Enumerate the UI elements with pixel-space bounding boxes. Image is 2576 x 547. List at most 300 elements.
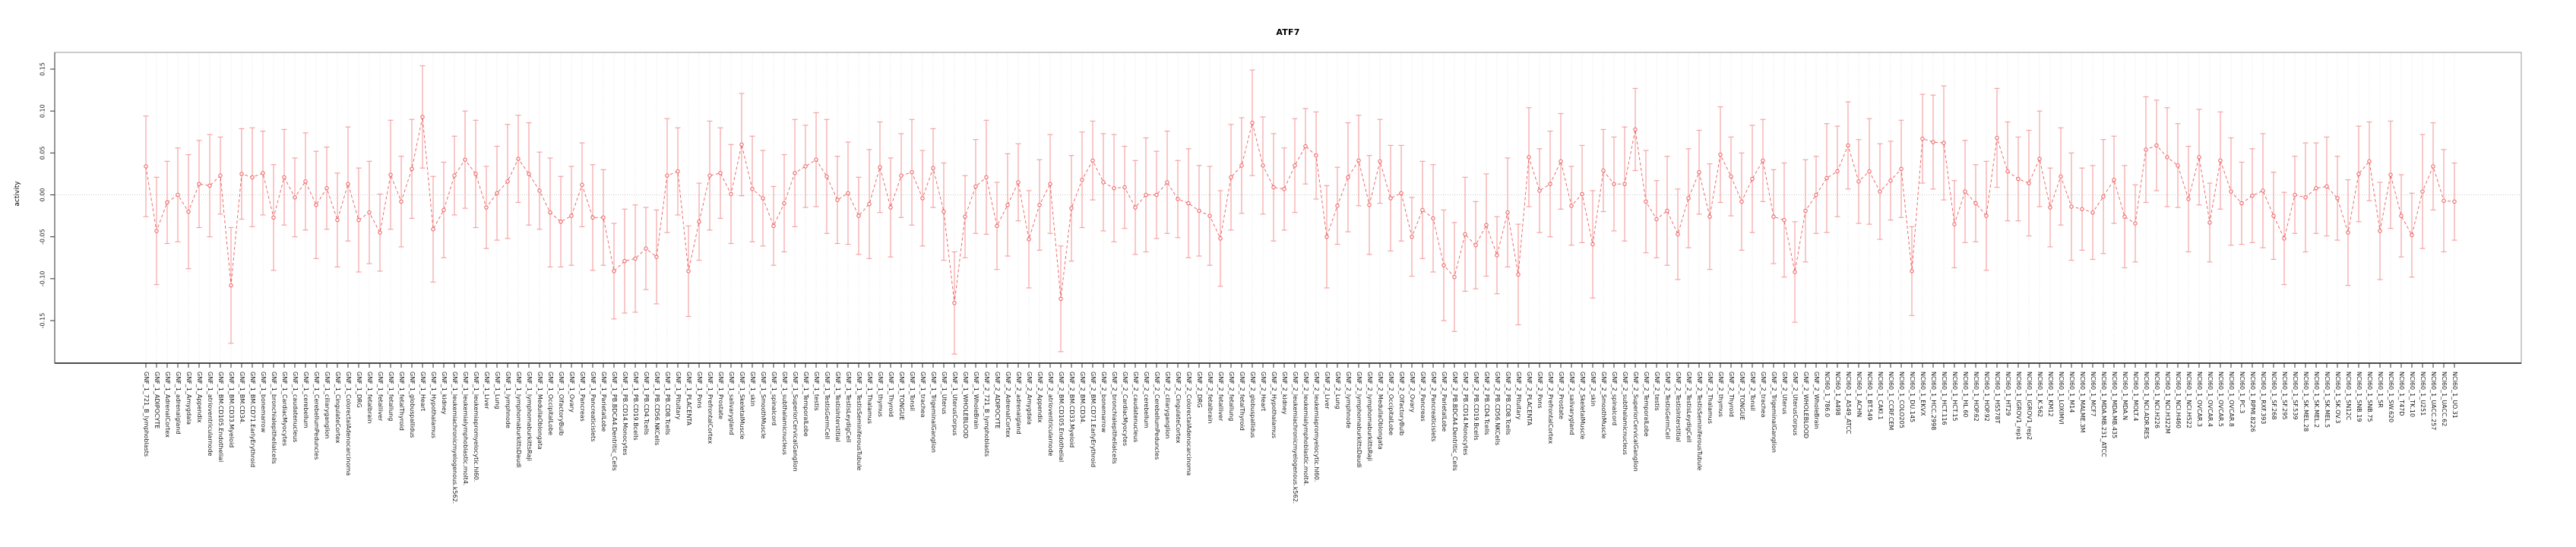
x-tick-label: GNF_2_TestisLeydigCell	[1685, 372, 1692, 443]
data-point	[1293, 164, 1296, 167]
x-tick-label: GNF_1_PB.CD14.Monocytes	[622, 372, 628, 456]
data-point	[1729, 175, 1733, 178]
data-point	[591, 216, 594, 219]
data-point	[421, 115, 424, 119]
data-point	[644, 247, 647, 250]
x-tick-label: GNF_2_cerebellum	[1143, 372, 1150, 428]
data-point	[400, 200, 403, 203]
data-point	[155, 229, 158, 232]
data-point	[932, 166, 935, 169]
data-point	[2368, 160, 2371, 163]
x-tick-label: GNF_2_globuspallidus	[1249, 372, 1256, 438]
x-tick-label: GNF_2_TONGUE	[1739, 372, 1745, 421]
x-tick-label: GNF_1_bonemarrow	[260, 372, 267, 433]
x-tick-label: NCI60_1_ACHN	[1856, 372, 1862, 418]
x-tick-label: GNF_1_caudatenucleus	[292, 372, 299, 443]
x-tick-label: NCI60_1_NCI.ADR.RES	[2143, 372, 2150, 439]
x-tick-label: GNF_2_TemporalLobe	[1643, 372, 1650, 437]
x-tick-label: GNF_2_TestisInterstitial	[1675, 372, 1682, 442]
data-point	[1538, 189, 1541, 192]
x-tick-label: GNF_1_kidney	[441, 372, 448, 415]
x-tick-label: NCI60_1_MDA.MB.435	[2111, 372, 2118, 439]
data-point	[2432, 165, 2435, 168]
data-point	[304, 180, 307, 183]
data-point	[655, 255, 658, 258]
x-tick-label: NCI60_1_HS578T	[1994, 372, 2001, 424]
data-point	[2325, 185, 2328, 188]
x-tick-label: NCI60_1_SNB.19	[2356, 372, 2362, 422]
data-point	[2208, 221, 2211, 224]
data-point	[2336, 197, 2339, 200]
data-point	[432, 228, 435, 231]
x-tick-label: NCI60_1_OVCAR.4	[2207, 372, 2214, 427]
x-tick-label: GNF_2_BM.CD33.Myeloid	[1068, 372, 1075, 448]
data-point	[517, 157, 520, 160]
x-tick-label: GNF_1_TestisGermCell	[824, 372, 831, 440]
data-point	[1240, 164, 1243, 167]
x-tick-label: GNF_2_salivarygland	[1568, 372, 1575, 435]
data-point	[1900, 167, 1903, 170]
data-point	[581, 183, 584, 186]
x-tick-label: GNF_1_BM.CD33.Myeloid	[228, 372, 235, 448]
chart-title: ATF7	[1276, 27, 1300, 37]
x-tick-label: GNF_2_fetalbrain	[1207, 372, 1214, 424]
data-point	[389, 173, 392, 176]
data-point	[719, 172, 722, 175]
x-tick-label: NCI60_1_OVCAR.8	[2228, 372, 2235, 427]
x-tick-label: GNF_1_WholeBrain	[973, 372, 979, 429]
data-point	[1676, 232, 1679, 236]
data-point	[1942, 141, 1945, 144]
x-tick-label: GNF_2_leukemiapromyelocytic.hl60.	[1313, 372, 1320, 482]
data-point	[783, 201, 786, 204]
x-tick-label: GNF_2_fetalliver	[1217, 372, 1224, 422]
x-tick-label: GNF_1_ColorectalAdenocarcinoma	[345, 372, 352, 476]
data-point	[538, 189, 541, 192]
data-point	[1889, 179, 1892, 182]
x-tick-label: GNF_2_lymphomaburkittsRaji	[1366, 372, 1373, 461]
data-point	[1740, 200, 1743, 203]
x-tick-label: GNF_2_adrenalgland	[1015, 372, 1022, 435]
x-tick-label: NCI60_1_MDA.N	[2122, 372, 2128, 420]
x-tick-label: GNF_1_Appendix	[196, 372, 203, 423]
data-point	[2155, 144, 2158, 147]
data-point	[2112, 178, 2116, 181]
data-point	[1432, 217, 1435, 220]
x-tick-label: GNF_2_Pancreaticislets	[1430, 372, 1437, 442]
x-tick-label: NCI60_1_NCI.H322M	[2164, 372, 2171, 434]
data-point	[1559, 160, 1562, 163]
data-point	[2421, 190, 2424, 193]
x-tick-label: GNF_1_OlfactoryBulb	[558, 372, 565, 436]
x-tick-label: GNF_2_bonemarrow	[1100, 372, 1107, 433]
x-tick-label: NCI60_1_OVCAR.5	[2217, 372, 2224, 427]
x-tick-label: GNF_2_MedullaOblongata	[1377, 372, 1384, 450]
y-axis-label: activity	[14, 181, 21, 207]
data-point	[559, 220, 562, 223]
data-point	[1602, 169, 1605, 172]
x-tick-label: GNF_1_PB.BDCA4.Dentritic_Cells	[611, 372, 618, 471]
data-point	[676, 169, 679, 172]
data-point	[2229, 190, 2233, 193]
x-tick-label: NCI60_1_HOP.92	[1983, 372, 1990, 422]
x-tick-label: NCI60_1_U251	[2419, 372, 2426, 416]
data-point	[1198, 209, 1201, 212]
data-point	[836, 198, 839, 201]
data-point	[495, 191, 498, 194]
x-tick-label: GNF_2_Pancreas	[1419, 372, 1426, 422]
data-point	[1081, 178, 1084, 181]
data-point	[708, 174, 711, 177]
data-point	[1570, 204, 1573, 207]
x-tick-label: NCI60_1_A549_ATCC	[1845, 372, 1852, 435]
x-tick-label: GNF_2_OccipitalLobe	[1388, 372, 1394, 435]
x-tick-label: GNF_1_trachea	[919, 372, 926, 418]
data-point	[2219, 159, 2222, 162]
x-tick-label: GNF_2_spinalcord	[1611, 372, 1618, 426]
y-tick-label: 0.15	[39, 62, 46, 76]
x-tick-label: NCI60_1_RPMI.8226	[2249, 372, 2256, 432]
data-point	[1336, 204, 1339, 207]
x-tick-label: NCI60_1_NCI.H522	[2185, 372, 2192, 428]
x-tick-label: GNF_1_MedullaOblongata	[536, 372, 543, 450]
x-tick-label: NCI60_1_SF.268	[2271, 372, 2277, 420]
data-point	[761, 197, 764, 200]
data-point	[1581, 192, 1584, 195]
data-point	[464, 158, 467, 161]
data-point	[1910, 270, 1913, 273]
x-tick-label: GNF_2_Pons	[1536, 372, 1543, 409]
x-tick-label: GNF_2_leukemiachronicmyelogenous.k562.	[1292, 372, 1299, 504]
x-tick-label: NCI60_1_IGROV1_rep1	[2015, 372, 2022, 441]
data-point	[1347, 175, 1350, 179]
data-point	[166, 201, 169, 204]
x-tick-label: GNF_2_subthalamicnucleus	[1622, 372, 1628, 455]
data-point	[1612, 182, 1616, 185]
x-tick-label: GNF_1_Thyroid	[888, 372, 894, 417]
data-point	[964, 215, 967, 218]
x-tick-label: NCI60_1_MALME.3M	[2079, 372, 2086, 433]
x-tick-label: NCI60_1_NCI.H460	[2175, 372, 2182, 428]
data-point	[1836, 169, 1839, 172]
data-point	[1868, 169, 1871, 172]
x-tick-label: GNF_2_TestisGermCell	[1664, 372, 1671, 440]
x-tick-label: GNF_2_OlfactoryBulb	[1398, 372, 1405, 436]
x-tick-label: GNF_2_721_B_lymphoblasts	[983, 372, 990, 457]
data-point	[1857, 180, 1860, 183]
data-point	[1368, 204, 1371, 207]
x-tick-label: GNF_1_CingulateCortex	[334, 372, 341, 444]
x-tick-label: GNF_1_lymphomaburkittsDaudi	[515, 372, 522, 468]
data-point	[1315, 153, 1318, 157]
x-tick-label: NCI60_1_HOP.62	[1973, 372, 1979, 422]
x-tick-label: GNF_2_CardiacMyocytes	[1122, 372, 1128, 447]
x-tick-label: GNF_2_PB.BDCA4.Dentritic_Cells	[1451, 372, 1458, 471]
x-tick-label: GNF_2_DRG	[1196, 372, 1203, 408]
x-tick-label: GNF_2_leukemialymphoblastic.molt4.	[1302, 372, 1309, 486]
data-point	[1698, 171, 1701, 174]
x-tick-label: GNF_1_PrefrontalCortex	[707, 372, 714, 444]
x-tick-label: GNF_1_thymus	[877, 372, 884, 417]
data-point	[453, 174, 456, 177]
x-tick-label: GNF_2_Thyroid	[1728, 372, 1735, 417]
x-tick-label: GNF_2_CingulateCortex	[1175, 372, 1182, 444]
data-point	[1655, 217, 1658, 220]
data-point	[1719, 153, 1722, 156]
x-tick-label: NCI60_1_SN12C	[2345, 372, 2352, 421]
data-point	[261, 172, 264, 175]
data-point	[1187, 201, 1190, 204]
x-tick-label: GNF_1_fetallung	[388, 372, 394, 422]
x-tick-label: GNF_1_PB.CD8.Tcells	[664, 372, 671, 435]
data-point	[1112, 186, 1116, 189]
y-tick-label: -0.15	[39, 312, 46, 329]
data-point	[698, 220, 701, 223]
x-tick-label: NCI60_1_PC.3	[2239, 372, 2245, 414]
data-point	[198, 182, 201, 185]
x-tick-label: GNF_1_Uterus	[941, 372, 948, 415]
data-point	[1666, 209, 1669, 212]
x-tick-label: GNF_2_SmoothMuscle	[1600, 372, 1607, 439]
data-point	[357, 218, 360, 221]
x-tick-label: GNF_2_ColorectalAdenocarcinoma	[1185, 372, 1192, 476]
x-tick-label: GNF_1_bronchialepithelialcells	[271, 372, 277, 464]
data-point	[1389, 197, 1392, 200]
x-tick-label: GNF_1_leukemiapromyelocytic.hl60.	[473, 372, 479, 482]
x-tick-label: GNF_2_BM.CD34.	[1079, 372, 1086, 425]
series-line	[146, 117, 2454, 303]
data-point	[1549, 182, 1552, 185]
x-tick-label: GNF_2_Liver	[1324, 372, 1331, 409]
data-point	[1815, 193, 1818, 196]
data-point	[187, 210, 190, 213]
data-point	[2038, 157, 2041, 160]
x-tick-label: GNF_1_PLACENTA	[685, 372, 692, 426]
data-point	[2378, 229, 2381, 232]
x-tick-label: NCI60_1_BT.549	[1866, 372, 1873, 421]
x-tick-label: GNF_2_PB.CD4.Tcells	[1483, 372, 1490, 435]
x-tick-label: GNF_2_PB.CD8.Tcells	[1505, 372, 1511, 435]
x-tick-label: GNF_1_Heart	[419, 372, 426, 412]
x-tick-label: NCI60_1_786.0	[1824, 372, 1831, 418]
x-tick-label: GNF_2_AdrenalCortex	[1005, 372, 1011, 438]
data-point	[1953, 223, 1956, 226]
x-tick-label: GNF_1_fetalliver	[377, 372, 384, 422]
x-tick-label: GNF_2_PB.CD14.Monocytes	[1462, 372, 1469, 456]
data-point	[847, 191, 850, 194]
data-point	[2410, 233, 2413, 236]
data-point	[602, 216, 605, 219]
data-point	[729, 192, 733, 195]
data-point	[1985, 214, 1988, 217]
data-point	[336, 218, 339, 221]
x-tick-label: GNF_2_ParietalLobe	[1441, 372, 1448, 432]
data-point	[889, 206, 892, 209]
data-point	[953, 302, 956, 305]
data-point	[1687, 197, 1690, 200]
data-point	[1591, 242, 1594, 245]
data-point	[2017, 177, 2020, 180]
x-tick-label: NCI60_1_UACC.257	[2430, 372, 2437, 431]
x-tick-label: GNF_1_CardiacMyocytes	[281, 372, 288, 447]
x-tick-label: GNF_1_Amygdala	[185, 372, 192, 425]
x-tick-label: NCI60_1_SF.295	[2281, 372, 2288, 420]
data-point	[1038, 204, 1041, 207]
x-tick-label: GNF_1_globuspallidus	[409, 372, 416, 438]
data-point	[378, 231, 381, 234]
data-point	[2389, 173, 2392, 176]
x-tick-label: GNF_1_ParietalLobe	[600, 372, 607, 432]
x-tick-label: NCI60_1_OVCAR.3	[2196, 372, 2203, 427]
x-tick-label: GNF_2_UterusCorpus	[1792, 372, 1799, 436]
x-tick-label: GNF_1_Hypothalamus	[430, 372, 437, 438]
data-point	[666, 174, 669, 177]
data-point	[2081, 207, 2084, 210]
x-tick-label: GNF_2_Hypothalamus	[1271, 372, 1277, 438]
data-point	[549, 210, 552, 213]
x-tick-label: GNF_1_skin	[749, 372, 756, 406]
x-tick-label: GNF_1_BM.CD105.Endothelial	[217, 372, 224, 463]
data-point	[2261, 189, 2264, 192]
x-tick-label: NCI60_1_K.562	[2036, 372, 2043, 418]
x-tick-label: NCI60_1_MOLT.4	[2132, 372, 2139, 422]
data-point	[1357, 159, 1360, 162]
data-point	[751, 188, 754, 191]
x-tick-label: GNF_2_PLACENTA	[1526, 372, 1533, 426]
x-tick-label: NCI60_1_KM12	[2047, 372, 2054, 417]
data-point	[144, 165, 147, 168]
x-tick-label: GNF_1_PB.CD56.NKCells	[653, 372, 660, 446]
data-point	[272, 216, 275, 219]
data-point	[878, 166, 881, 169]
x-tick-label: GNF_2_kidney	[1281, 372, 1288, 415]
x-tick-label: NCI60_1_DU.145	[1909, 372, 1916, 423]
x-tick-label: GNF_1_SuperiorCervicalGanglion	[792, 372, 799, 472]
data-point	[2027, 182, 2030, 185]
data-point	[740, 143, 743, 146]
plot-border	[55, 52, 2521, 363]
data-point	[368, 210, 371, 213]
x-tick-label: NCI60_1_HL.60	[1962, 372, 1969, 418]
data-point	[921, 197, 924, 200]
data-point	[219, 174, 222, 177]
data-point	[2315, 186, 2318, 189]
data-point	[283, 175, 286, 179]
data-point	[1878, 190, 1881, 193]
data-point	[2187, 198, 2190, 201]
x-tick-label: GNF_1_SmoothMuscle	[760, 372, 767, 439]
data-point	[1708, 215, 1711, 218]
data-point	[347, 182, 350, 185]
data-point	[1825, 176, 1828, 179]
data-point	[570, 214, 573, 217]
data-point	[1847, 144, 1850, 147]
x-tick-label: NCI60_1_LOXIMVI	[2058, 372, 2065, 425]
x-tick-label: GNF_2_lymphnode	[1345, 372, 1352, 428]
data-point	[2198, 156, 2201, 159]
x-tick-label: GNF_1_PB.CD4.Tcells	[643, 372, 650, 435]
x-tick-label: GNF_2_Amygdala	[1026, 372, 1033, 425]
y-tick-label: 0.00	[39, 188, 46, 202]
data-point	[1761, 159, 1764, 162]
data-point	[2357, 172, 2360, 175]
x-tick-label: GNF_1_TestisInterstitial	[834, 372, 841, 442]
x-tick-label: GNF_1_AdrenalCortex	[164, 372, 171, 438]
data-point	[1219, 237, 1222, 240]
x-tick-label: GNF_1_Pancreaticislets	[590, 372, 597, 442]
x-tick-label: GNF_1_Ovary	[568, 372, 575, 413]
x-tick-label: NCI60_1_CAKI.1	[1877, 372, 1884, 420]
x-tick-label: GNF_2_Heart	[1260, 372, 1267, 412]
x-tick-label: GNF_2_Ovary	[1409, 372, 1416, 413]
data-point	[1442, 264, 1445, 267]
x-tick-label: GNF_1_atrioventricularnode	[207, 372, 214, 457]
data-point	[1517, 273, 1520, 276]
x-tick-label: NCI60_1_HCT.15	[1951, 372, 1958, 422]
data-point	[293, 196, 296, 199]
data-point	[1155, 193, 1158, 196]
data-point	[1229, 175, 1233, 179]
data-point	[2453, 200, 2456, 203]
y-tick-label: 0.05	[39, 146, 46, 160]
x-tick-label: GNF_2_SuperiorCervicalGanglion	[1632, 372, 1639, 472]
x-tick-label: GNF_2_fetallung	[1228, 372, 1235, 422]
y-tick-label: 0.10	[39, 104, 46, 119]
data-point	[1017, 181, 1020, 184]
data-point	[2176, 164, 2179, 167]
x-tick-label: GNF_2_WHOLEBLOOD	[1802, 372, 1809, 439]
data-point	[2049, 206, 2052, 209]
x-tick-label: NCI60_1_HT29	[2005, 372, 2011, 416]
x-tick-label: NCI60_1_SK.MEL.2	[2313, 372, 2320, 428]
data-point	[1474, 243, 1477, 246]
data-point	[1485, 223, 1488, 226]
x-tick-label: NCI60_1_SNB.75	[2366, 372, 2373, 422]
data-point	[2134, 222, 2137, 225]
x-tick-label: GNF_1_Lung	[494, 372, 501, 409]
x-tick-label: NCI60_1_SW.620	[2388, 372, 2394, 423]
x-tick-label: GNF_2_WholeBrain	[1813, 372, 1820, 429]
x-tick-label: GNF_2_BM.CD105.Endothelial	[1058, 372, 1065, 463]
data-point	[1070, 207, 1073, 210]
x-tick-label: GNF_2_Uterus	[1781, 372, 1788, 415]
data-point	[1400, 191, 1403, 194]
data-point	[1144, 193, 1147, 196]
x-tick-label: NCI60_1_UO.31	[2451, 372, 2458, 419]
data-point	[442, 208, 445, 211]
data-point	[2272, 214, 2275, 217]
data-point	[1272, 185, 1275, 188]
x-tick-label: GNF_2_trachea	[1760, 372, 1767, 418]
x-tick-label: NCI60_1_MCF7	[2090, 372, 2097, 417]
x-tick-label: GNF_1_TestisLeydigCell	[845, 372, 852, 443]
data-point	[1049, 182, 1052, 185]
data-point	[1932, 141, 1935, 144]
data-point	[2166, 156, 2169, 159]
data-point	[240, 172, 243, 175]
data-point	[229, 283, 233, 286]
data-point	[910, 171, 913, 174]
x-tick-label: GNF_1_BM.CD34.	[239, 372, 245, 425]
x-tick-label: NCI60_1_IGROV1_rep2	[2026, 372, 2033, 441]
data-point	[506, 180, 509, 183]
x-tick-label: GNF_1_Pons	[696, 372, 703, 409]
data-point	[2283, 237, 2286, 240]
y-tick-label: -0.05	[39, 229, 46, 245]
data-point	[1804, 209, 1807, 212]
x-tick-label: GNF_2_bronchialepithelialcells	[1111, 372, 1118, 464]
data-point	[1644, 200, 1647, 203]
